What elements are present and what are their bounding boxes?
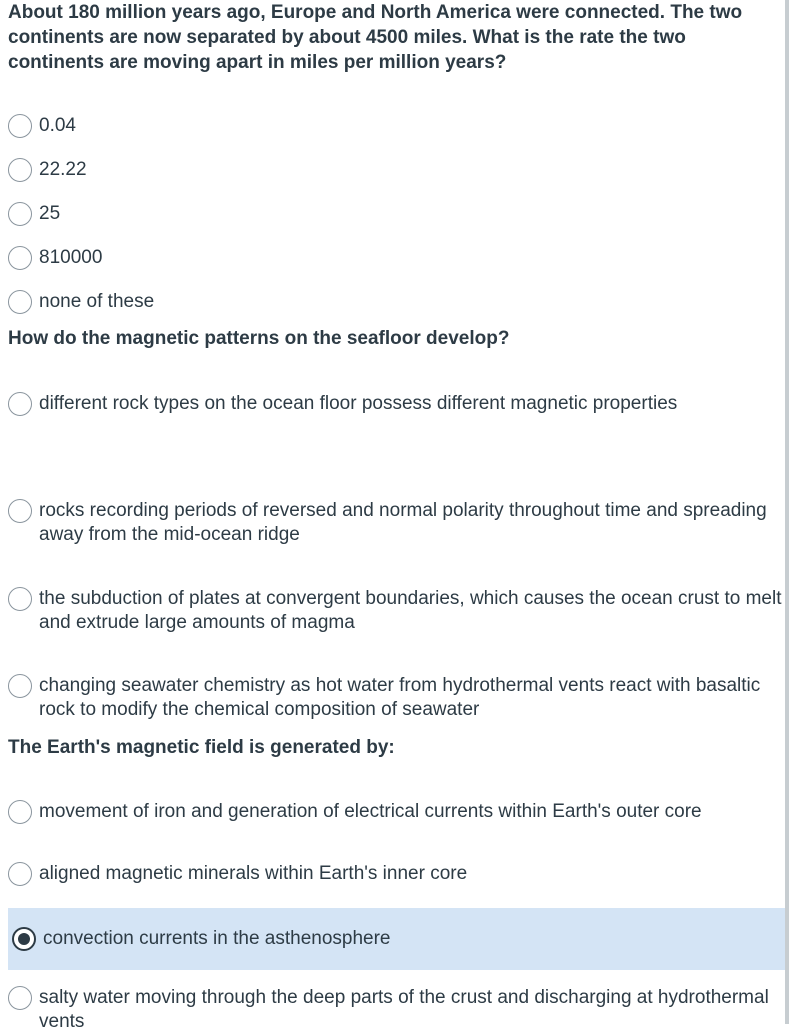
answer-label: 22.22 xyxy=(39,159,87,180)
radio-button[interactable] xyxy=(8,862,32,886)
radio-button[interactable] xyxy=(8,290,32,314)
question-3 xyxy=(0,735,785,760)
answer-label: the subduction of plates at convergent boundaries, which causes the ocean crust to melt and extrude large amounts of magma xyxy=(39,588,782,633)
q1-answer-5[interactable] xyxy=(8,290,785,314)
q2-answer-3[interactable] xyxy=(8,587,785,635)
q3-answer-3-selected[interactable] xyxy=(8,908,785,970)
answer-label: 810000 xyxy=(39,247,103,268)
radio-button[interactable] xyxy=(8,587,32,611)
question-2-text: How do the magnetic patterns on the seafloor develop? xyxy=(8,328,510,349)
q3-answer-4[interactable] xyxy=(8,986,785,1034)
answer-label: convection currents in the asthenosphere xyxy=(43,928,391,949)
answer-label: different rock types on the ocean floor possess different magnetic properties xyxy=(39,393,678,414)
answer-label: rocks recording periods of reversed and normal polarity throughout time and spreading away from the mid-ocean ridge xyxy=(39,500,767,545)
q2-answer-4[interactable] xyxy=(8,674,785,722)
radio-button[interactable] xyxy=(8,800,32,824)
radio-button[interactable] xyxy=(8,392,32,416)
right-border xyxy=(785,0,789,1024)
answer-label: changing seawater chemistry as hot water from hydrothermal vents react with basaltic rock to modify the chemical composition of seawater xyxy=(39,675,761,720)
radio-button[interactable] xyxy=(8,114,32,138)
radio-button[interactable] xyxy=(8,158,32,182)
question-1-text: About 180 million years ago, Europe and North America were connected. The two continents are now separated by about 4500 miles. What is the rate the two continents are moving apart in miles per million years? xyxy=(8,2,743,73)
q1-answer-4[interactable] xyxy=(8,246,785,270)
radio-button[interactable] xyxy=(8,246,32,270)
answer-label: 0.04 xyxy=(39,115,76,136)
question-1 xyxy=(0,0,785,75)
q1-answer-3[interactable] xyxy=(8,202,785,226)
q3-answer-2[interactable] xyxy=(8,862,785,886)
radio-button[interactable] xyxy=(8,674,32,698)
q1-answer-2[interactable] xyxy=(8,158,785,182)
radio-button[interactable] xyxy=(8,986,32,1010)
answer-label: none of these xyxy=(39,291,155,312)
radio-button-checked[interactable] xyxy=(12,927,36,951)
question-2 xyxy=(0,326,785,351)
q2-answer-1[interactable] xyxy=(8,392,785,416)
radio-button[interactable] xyxy=(8,202,32,226)
answer-label: aligned magnetic minerals within Earth's inner core xyxy=(39,863,468,884)
q3-answer-1[interactable] xyxy=(8,800,785,824)
question-3-text: The Earth's magnetic field is generated by: xyxy=(8,737,395,758)
answer-label: salty water moving through the deep parts of the crust and discharging at hydrothermal vents xyxy=(39,987,769,1032)
radio-button[interactable] xyxy=(8,499,32,523)
radio-dot-icon xyxy=(18,933,30,945)
answer-label: 25 xyxy=(39,203,61,224)
q1-answer-1[interactable] xyxy=(8,114,785,138)
answer-label: movement of iron and generation of electrical currents within Earth's outer core xyxy=(39,801,702,822)
q2-answer-2[interactable] xyxy=(8,499,785,547)
